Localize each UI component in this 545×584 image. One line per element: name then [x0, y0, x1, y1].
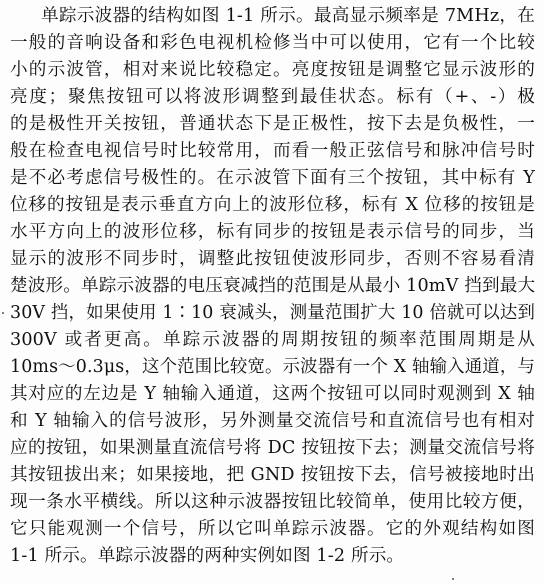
text-line-3: 小的示波管，相对来说比较稳定。亮度按钮是调整它显示波形的: [10, 60, 535, 80]
text-line-14: 10ms～0.3μs，这个范围比较宽。示波器有一个 X 轴输入通道，与: [10, 357, 535, 377]
scan-speck: [2, 312, 4, 314]
text-line-5: 的是极性开关按钮，普通状态下是正极性，按下去是负极性，一: [10, 114, 535, 134]
text-line-15: 其对应的左边是 Y 轴输入通道，这两个按钮可以同时观测到 X 轴: [10, 384, 535, 404]
text-line-13: 300V 或者更高。单踪示波器的周期按钮的频率范围周期是从: [10, 330, 535, 350]
text-line-10: 显示的波形不同步时，调整此按钮使波形同步，否则不容易看清: [10, 249, 535, 269]
text-line-4: 亮度；聚焦按钮可以将波形调整到最佳状态。标有（+、-）极: [10, 87, 535, 107]
text-line-12: 30V 挡，如果使用 1∶10 衰减头，测量范围扩大 10 倍就可以达到: [10, 303, 535, 323]
scan-speck: [452, 578, 454, 580]
text-line-7: 是不必考虑信号极性的。在示波管下面有三个按钮，其中标有 Y: [10, 168, 535, 188]
text-line-6: 般在检查电视信号时比较常用，而看一般正弦信号和脉冲信号时: [10, 141, 535, 161]
text-line-21: 1-1 所示。单踪示波器的两种实例如图 1-2 所示。: [10, 546, 405, 566]
text-line-9: 水平方向上的波形位移，标有同步的按钮是表示信号的同步，当: [10, 222, 535, 242]
text-line-11: 楚波形。单踪示波器的电压衰减挡的范围是从最小 10mV 挡到最大: [10, 276, 536, 296]
text-line-17: 应的按钮，如果测量直流信号将 DC 按钮按下去；测量交流信号将: [10, 438, 535, 458]
text-line-1: 单踪示波器的结构如图 1-1 所示。最高显示频率是 7MHz，在: [41, 6, 535, 26]
text-line-2: 一般的音响设备和彩色电视机检修当中可以使用，它有一个比较: [10, 33, 535, 53]
text-line-20: 它只能观测一个信号，所以它叫单踪示波器。它的外观结构如图: [10, 519, 535, 539]
text-line-18: 其按钮拔出来；如果接地，把 GND 按钮按下去，信号被接地时出: [10, 465, 535, 485]
text-line-19: 现一条水平横线。所以这种示波器按钮比较简单，使用比较方便，: [10, 492, 535, 512]
text-line-8: 位移的按钮是表示垂直方向上的波形位移，标有 X 位移的按钮是: [10, 195, 535, 215]
text-line-16: 和 Y 轴输入的信号波形，另外测量交流信号和直流信号也有相对: [10, 411, 535, 431]
